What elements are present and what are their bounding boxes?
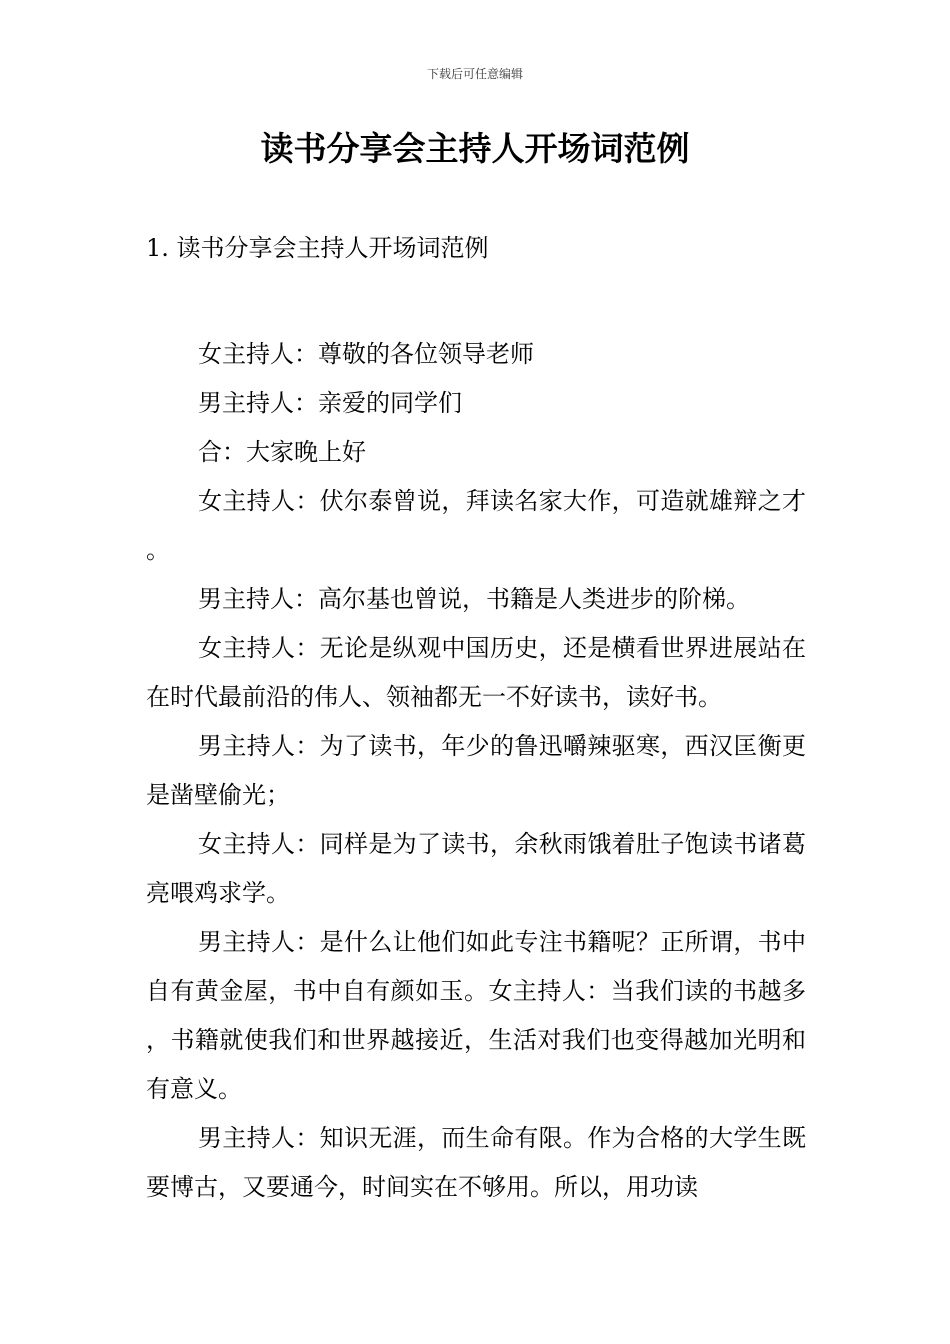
paragraph: 女主持人：尊敬的各位领导老师 [198, 340, 534, 368]
paragraph: 男主持人：是什么让他们如此专注书籍呢？正所谓，书中自有黄金屋，书中自有颜如玉。女主持人：当我们读的书越多，书籍就使我们和世界越接近，生活对我们也变得越加光明和有意义。 [146, 928, 806, 1103]
header-note: 下载后可任意编辑 [426, 67, 523, 81]
paragraph: 男主持人：高尔基也曾说，书籍是人类进步的阶梯。 [198, 585, 750, 613]
paragraph: 女主持人：同样是为了读书，余秋雨饿着肚子饱读书诸葛亮喂鸡求学。 [146, 830, 806, 907]
paragraph: 男主持人：亲爱的同学们 [198, 389, 462, 417]
section-heading: 1. 读书分享会主持人开场词范例 [146, 234, 489, 262]
paragraph: 男主持人：为了读书，年少的鲁迅嚼辣驱寒，西汉匡衡更是凿壁偷光； [146, 732, 806, 809]
paragraph: 合：大家晚上好 [198, 438, 366, 466]
document-title: 读书分享会主持人开场词范例 [260, 129, 690, 168]
body-text [146, 330, 806, 1212]
paragraph: 女主持人：伏尔泰曾说，拜读名家大作，可造就雄辩之才。 [146, 487, 806, 564]
paragraph: 女主持人：无论是纵观中国历史，还是横看世界进展站在在时代最前沿的伟人、领袖都无一不好读书，读好书。 [146, 634, 806, 711]
paragraph: 男主持人：知识无涯，而生命有限。作为合格的大学生既要博古，又要通今，时间实在不够用。所以，用功读 [146, 1124, 806, 1201]
